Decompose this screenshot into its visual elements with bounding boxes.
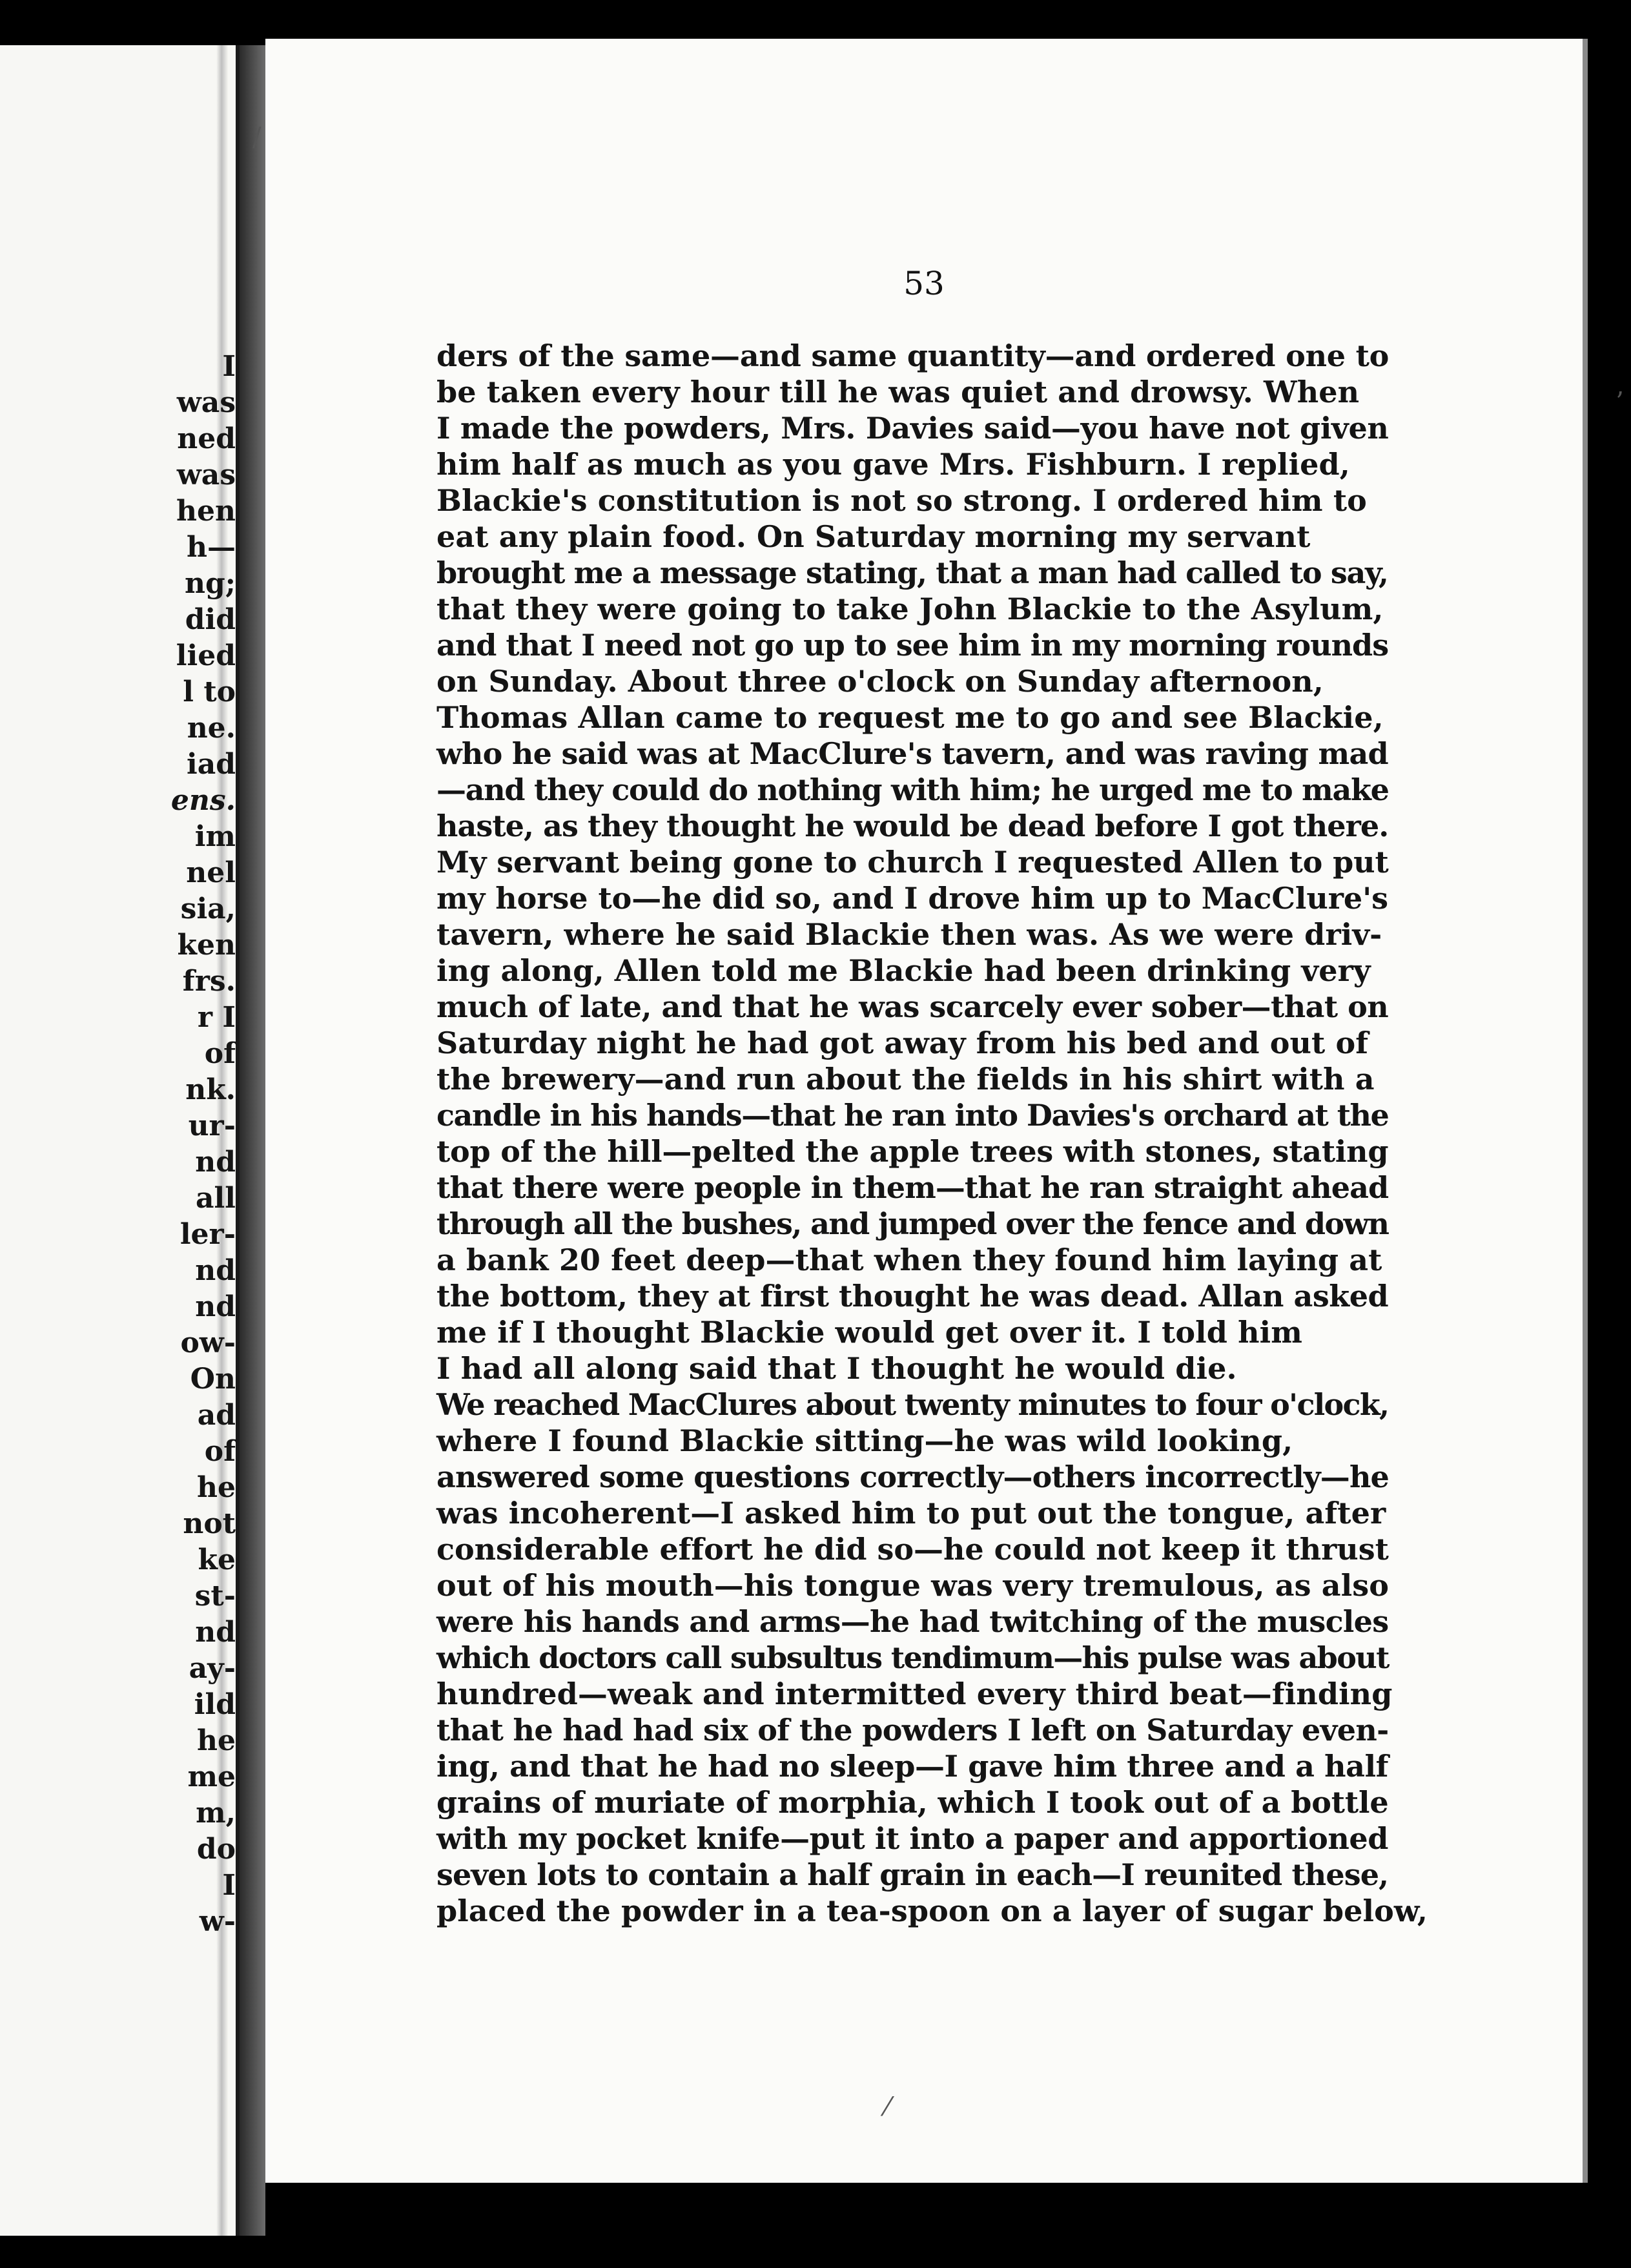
text-line: We reached MacClures about twenty minutes to four o'clock,	[436, 1387, 1389, 1422]
margin-fragment: of	[204, 1037, 236, 1070]
text-line: a bank 20 feet deep—that when they found him laying at	[436, 1242, 1382, 1277]
book-gutter	[240, 45, 265, 2236]
margin-fragment: lied	[176, 639, 236, 672]
text-line: hundred—weak and intermitted every third beat—finding	[436, 1676, 1393, 1711]
margin-fragment: was	[176, 386, 236, 419]
text-line: brought me a message stating, that a man had called to say,	[436, 555, 1388, 590]
margin-fragment: ay-	[189, 1652, 236, 1685]
right-page	[252, 39, 1623, 2183]
text-line: grains of muriate of morphia, which I took out of a bottle	[436, 1785, 1389, 1820]
margin-fragment: he	[197, 1471, 236, 1504]
margin-fragment: ne.	[187, 712, 236, 745]
text-line: the bottom, they at first thought he was dead. Allan asked	[436, 1279, 1389, 1314]
page-number: 53	[903, 265, 945, 302]
margin-fragment: im	[194, 820, 236, 853]
margin-fragment: On	[190, 1363, 236, 1396]
text-line: ders of the same—and same quantity—and ordered one to	[436, 338, 1390, 373]
margin-fragment: did	[185, 603, 236, 636]
margin-fragment: iad	[187, 748, 236, 781]
margin-fragment: nd	[195, 1254, 236, 1287]
text-line: me if I thought Blackie would get over it. I told him	[436, 1315, 1303, 1350]
text-line: much of late, and that he was scarcely ever sober—that on	[436, 989, 1389, 1024]
text-line: eat any plain food. On Saturday morning my servant	[436, 519, 1311, 554]
margin-fragment: sia,	[180, 892, 236, 925]
text-line: on Sunday. About three o'clock on Sunday afternoon,	[436, 664, 1324, 699]
margin-fragment: all	[196, 1182, 236, 1215]
text-line: candle in his hands—that he ran into Davies's orchard at the	[436, 1098, 1389, 1133]
margin-fragment: ke	[198, 1543, 236, 1576]
margin-fragment: nd	[195, 1290, 236, 1323]
text-line: through all the bushes, and jumped over the fence and down	[436, 1206, 1389, 1241]
margin-fragment: ad	[197, 1399, 236, 1432]
text-line: haste, as they thought he would be dead before I got there.	[436, 809, 1389, 843]
ink-speck: /	[252, 123, 262, 152]
text-line: My servant being gone to church I requested Allen to put	[436, 845, 1389, 880]
text-line: I had all along said that I thought he would die.	[436, 1351, 1237, 1386]
text-line: placed the powder in a tea-spoon on a layer of sugar below,	[436, 1893, 1428, 1928]
ink-speck: ʼ	[1615, 387, 1623, 417]
text-line: out of his mouth—his tongue was very tremulous, as also	[436, 1568, 1390, 1603]
margin-fragment: not	[183, 1507, 236, 1540]
left-page-margin-text	[81, 349, 236, 1940]
margin-fragment: ned	[177, 422, 236, 455]
left-page-fragment	[0, 45, 240, 2236]
margin-fragment: r I	[197, 1001, 236, 1034]
margin-fragment: ens.	[170, 784, 236, 817]
margin-fragment: of	[204, 1435, 236, 1468]
margin-fragment: nk.	[185, 1073, 236, 1106]
margin-fragment: ow-	[180, 1326, 236, 1359]
body-text	[436, 338, 1428, 1929]
margin-fragment: frs.	[182, 965, 236, 998]
text-line: that they were going to take John Blackie to the Asylum,	[436, 592, 1384, 626]
text-line: tavern, where he said Blackie then was. As we were driv-	[436, 917, 1382, 952]
margin-fragment: nd	[195, 1146, 236, 1179]
margin-fragment: w-	[199, 1905, 236, 1938]
text-line: was incoherent—I asked him to put out the tongue, after	[436, 1496, 1386, 1531]
text-line: and that I need not go up to see him in my morning rounds	[436, 628, 1389, 663]
text-line: where I found Blackie sitting—he was wild looking,	[436, 1423, 1293, 1458]
text-line: which doctors call subsultus tendimum—his pulse was about	[436, 1640, 1389, 1675]
text-line: Saturday night he had got away from his bed and out of	[436, 1026, 1369, 1060]
margin-fragment: ken	[177, 929, 236, 962]
text-line: were his hands and arms—he had twitching of the muscles	[436, 1604, 1389, 1639]
text-line: my horse to—he did so, and I drove him up to MacClure's	[436, 881, 1389, 916]
margin-fragment: ur-	[188, 1109, 236, 1142]
margin-fragment: ng;	[185, 567, 236, 600]
margin-fragment: me	[187, 1760, 236, 1793]
text-line: that there were people in them—that he ran straight ahead	[436, 1170, 1389, 1205]
margin-fragment: ild	[194, 1688, 236, 1721]
margin-fragment: hen	[176, 495, 236, 528]
margin-fragment: nel	[186, 856, 236, 889]
text-line: seven lots to contain a half grain in each—I reunited these,	[436, 1857, 1389, 1892]
text-line: considerable effort he did so—he could not keep it thrust	[436, 1532, 1389, 1567]
text-line: ing, and that he had no sleep—I gave him three and a half	[436, 1749, 1389, 1784]
text-line: with my pocket knife—put it into a paper and apportioned	[436, 1821, 1388, 1856]
margin-fragment: ler-	[180, 1218, 236, 1251]
margin-fragment: m,	[196, 1797, 236, 1830]
margin-fragment: st-	[194, 1580, 236, 1613]
ink-speck: ⁄	[885, 2092, 890, 2122]
text-line: be taken every hour till he was quiet and drowsy. When	[436, 375, 1360, 409]
text-line: who he said was at MacClure's tavern, and was raving mad	[436, 736, 1388, 771]
margin-fragment: I	[222, 1869, 236, 1902]
margin-fragment: do	[196, 1833, 236, 1866]
text-line: that he had had six of the powders I left on Saturday even-	[436, 1713, 1389, 1747]
margin-fragment: l to	[183, 675, 236, 708]
text-line: Thomas Allan came to request me to go and see Blackie,	[436, 700, 1384, 735]
text-line: answered some questions correctly—others incorrectly—he	[436, 1459, 1389, 1494]
margin-fragment: h—	[187, 531, 236, 564]
margin-fragment: was	[176, 459, 236, 491]
text-line: the brewery—and run about the fields in his shirt with a	[436, 1062, 1375, 1097]
text-line: Blackie's constitution is not so strong. I ordered him to	[436, 483, 1367, 518]
margin-fragment: he	[197, 1724, 236, 1757]
text-line: him half as much as you gave Mrs. Fishburn. I replied,	[436, 447, 1350, 482]
text-line: —and they could do nothing with him; he urged me to make	[436, 772, 1389, 807]
text-line: I made the powders, Mrs. Davies said—you have not given	[436, 411, 1389, 446]
margin-fragment: I	[222, 350, 236, 383]
text-line: ing along, Allen told me Blackie had been drinking very	[436, 953, 1371, 988]
text-line: top of the hill—pelted the apple trees with stones, stating	[436, 1134, 1389, 1169]
margin-fragment: nd	[195, 1616, 236, 1649]
